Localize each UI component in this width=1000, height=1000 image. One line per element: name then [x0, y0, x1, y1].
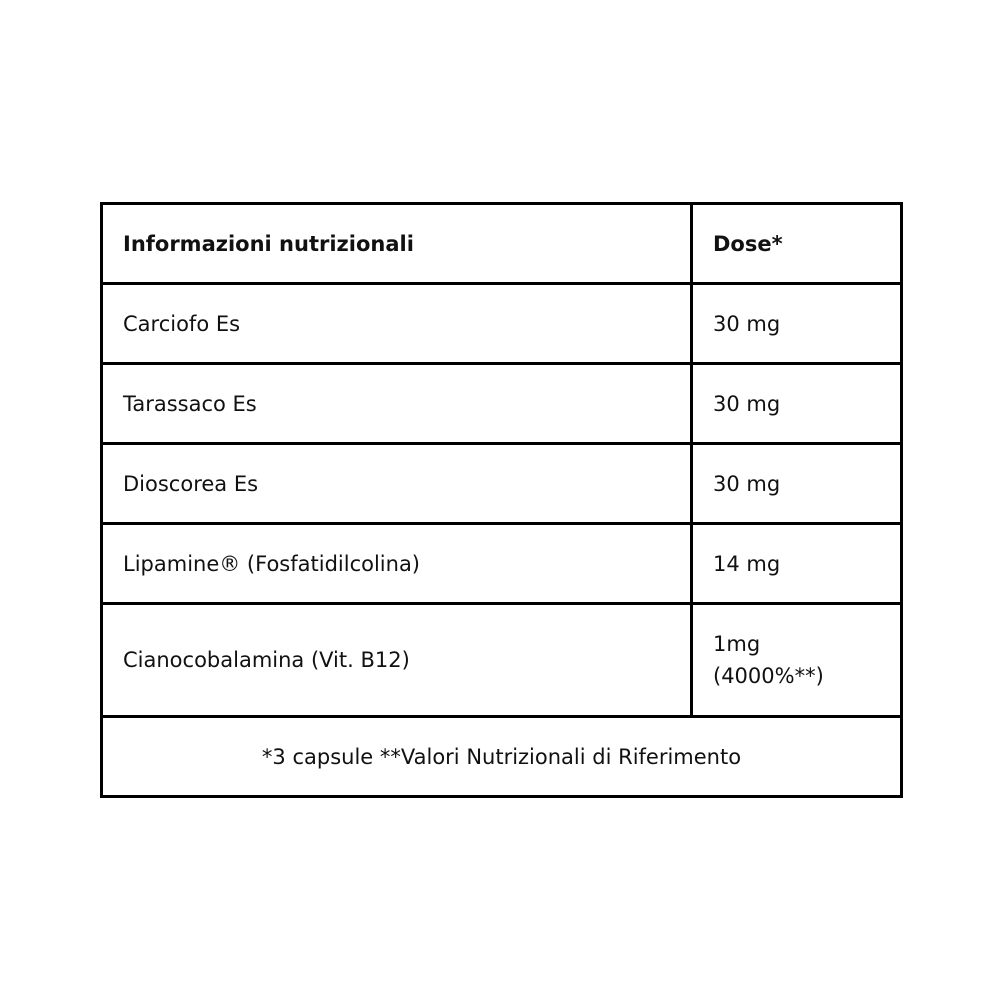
table-row: [102, 604, 902, 717]
ingredient-dose: 30 mg: [692, 284, 902, 364]
table-row: [102, 364, 902, 444]
ingredient-name: Carciofo Es: [102, 284, 692, 364]
ingredient-name: Tarassaco Es: [102, 364, 692, 444]
table-row: [102, 524, 902, 604]
ingredient-dose: 30 mg: [692, 444, 902, 524]
ingredient-dose: [692, 604, 902, 717]
table-row: [102, 284, 902, 364]
ingredient-name: Dioscorea Es: [102, 444, 692, 524]
footnote: *3 capsule **Valori Nutrizionali di Riferimento: [102, 717, 902, 797]
ingredient-dose: 14 mg: [692, 524, 902, 604]
ingredient-dose: 30 mg: [692, 364, 902, 444]
dose-amount: 1mg: [713, 632, 761, 656]
ingredient-name: Cianocobalamina (Vit. B12): [102, 604, 692, 717]
header-nutrition-info: Informazioni nutrizionali: [102, 204, 692, 284]
table-header-row: [102, 204, 902, 284]
table-footnote-row: [102, 717, 902, 797]
header-dose: Dose*: [692, 204, 902, 284]
table-row: [102, 444, 902, 524]
ingredient-name: Lipamine® (Fosfatidilcolina): [102, 524, 692, 604]
dose-reference-percent: (4000%**): [713, 664, 824, 688]
nutrition-table: [100, 202, 903, 798]
